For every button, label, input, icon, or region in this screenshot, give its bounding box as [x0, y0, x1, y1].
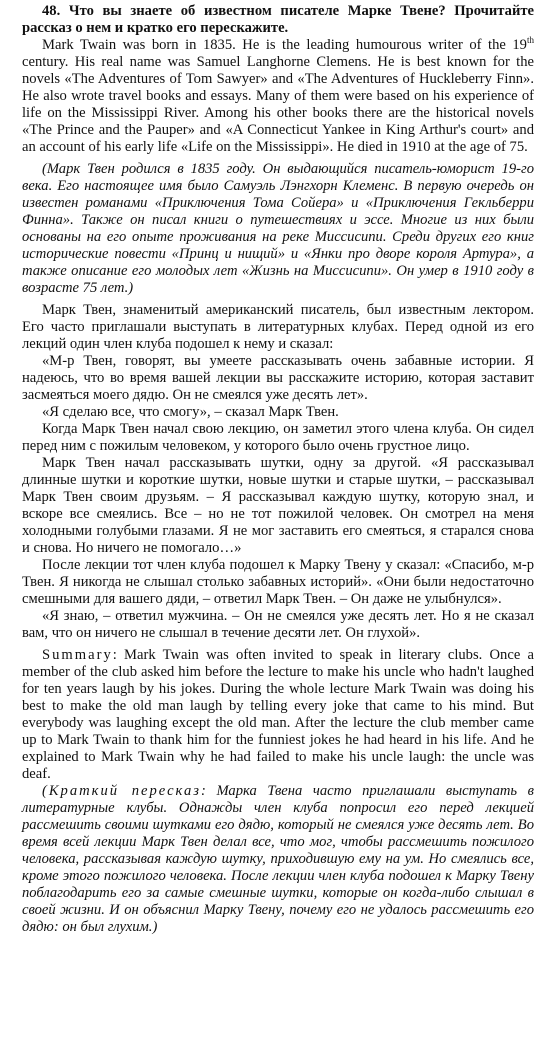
biography-russian: (Марк Твен родился в 1835 году. Он выдающийся писатель-юморист 19-го века. Его настоящее имя было Самуэль Лэнгхорн Клеменс. В первую очередь он известен романами «Приключения Тома Сойера» и «Приключения Гекльберри Финна». Также он писал книги о путешествиях и эссе. Многие из них были основаны на его опыте проживания на реке Миссисипи. Среди других его книг исторические повести «Принц и нищий» и «Янки про дворе короля Артура», а также описание его молодых лет «Жизнь на Миссисипи». Он умер в 1910 году в возрасте 75 лет.) — [22, 161, 534, 296]
story-paragraph-4: Когда Марк Твен начал свою лекцию, он заметил этого члена клуба. Он сидел перед ним с пожилым человеком, у которого было очень грустное лицо. — [22, 421, 534, 454]
story-paragraph-3: «Я сделаю все, что смогу», – сказал Марк Твен. — [42, 404, 339, 420]
summary-russian-label: (Краткий пересказ — [42, 783, 201, 799]
biography-english: Mark Twain was born in 1835. He is the leading humourous writer of the 19th century. His real name was Samuel Langhorne Clemens. He is best known for the novels «The Adventures of Tom Sawyer» and «The Adventures of Huckleberry Finn». He also wrote travel books and essays. Many of them were based on his experience of life on the Mississippi River. Among his other books there are the historical novels «The Prince and the Pauper» and «A Connecticut Yankee in King Arthur's court» and an account of his early life «Life on the Mississippi». He died in 1910 at the age of 75. — [22, 35, 534, 155]
story-paragraph-2: «М-р Твен, говорят, вы умеете рассказывать очень забавные истории. Я надеюсь, что во время вашей лекции вы расскажите историю, которая заставит засмеяться моего дядю. Он не смеялся уже десять лет». — [22, 353, 534, 403]
summary-english: Summary: Mark Twain was often invited to speak in literary clubs. Once a member of the club asked him before the lecture to make his uncle who hadn't laughed for ten years laugh by his jokes. During the whole lecture Mark Twain was doing his best to make the old man laugh by telling every joke that came to his mind. But everybody was laughing except the old man. After the lecture the club member came up to Mark Twain to thank him for the funniest jokes he had heard in his life. And he explained to Mark Twain why he had failed to make his uncle laugh: the uncle was deaf. — [22, 647, 534, 782]
task-heading — [22, 3, 534, 37]
task-question: Что вы знаете об известном писателе Марке Твене? Прочитайте рассказ о нем и кратко его перескажите. — [22, 3, 534, 36]
story-paragraph-1: Марк Твен, знаменитый американский писатель, был известным лектором. Его часто приглашали выступать в литературных клубах. Перед одной из его лекций один член клуба подошел к нему и сказал: — [22, 302, 534, 352]
story-paragraph-7: «Я знаю, – ответил мужчина. – Он не смеялся уже десять лет. Но я не сказал вам, что он ничего не слышал в течение десяти лет. Он глухой». — [22, 608, 534, 641]
task-number: 48. — [42, 3, 61, 19]
summary-russian: (Краткий пересказ: Марка Твена часто приглашали выступать в литературные клубы. Однажды член клуба попросил его перед лекцией рассмешить своими шутками его дядю, который не смеялся уже десять лет. Во время всей лекции Марк Твен делал все, что мог, чтобы рассмешить пожилого человека, рассказывая каждую шутку, приходившую ему на ум. Но смеялись все, кроме этого пожилого человека. После лекции член клуба подошел к Марку Твену поблагодарить его за самые смешные шутки, которые он когда-либо слышал в своей жизни. И он объяснил Марку Твену, почему его не удалось рассмешить его дядю: он был глухим.) — [22, 783, 534, 935]
story-paragraph-6: После лекции тот член клуба подошел к Марку Твену у сказал: «Спасибо, м-р Твен. Я никогда не слышал столько забавных историй». «Они были недостаточно смешными для вашего дяди, – ответил Марк Твен. – Он даже не улыбнулся». — [22, 557, 534, 607]
summary-label: Summary — [42, 647, 113, 663]
story-paragraph-5: Марк Твен начал рассказывать шутки, одну за другой. «Я рассказывал длинные шутки и короткие шутки, новые шутки и старые шутки, – рассказывал Марк Твен своим друзьям. – Я рассказывал каждую шутку, которую знал, и вскоре все смеялись. Все – но не тот пожилой человек. Он смотрел на меня холодными голубыми глазами. Я не мог заставить его смеяться, я старался снова и снова. Но ничего не помогало…» — [22, 455, 534, 556]
